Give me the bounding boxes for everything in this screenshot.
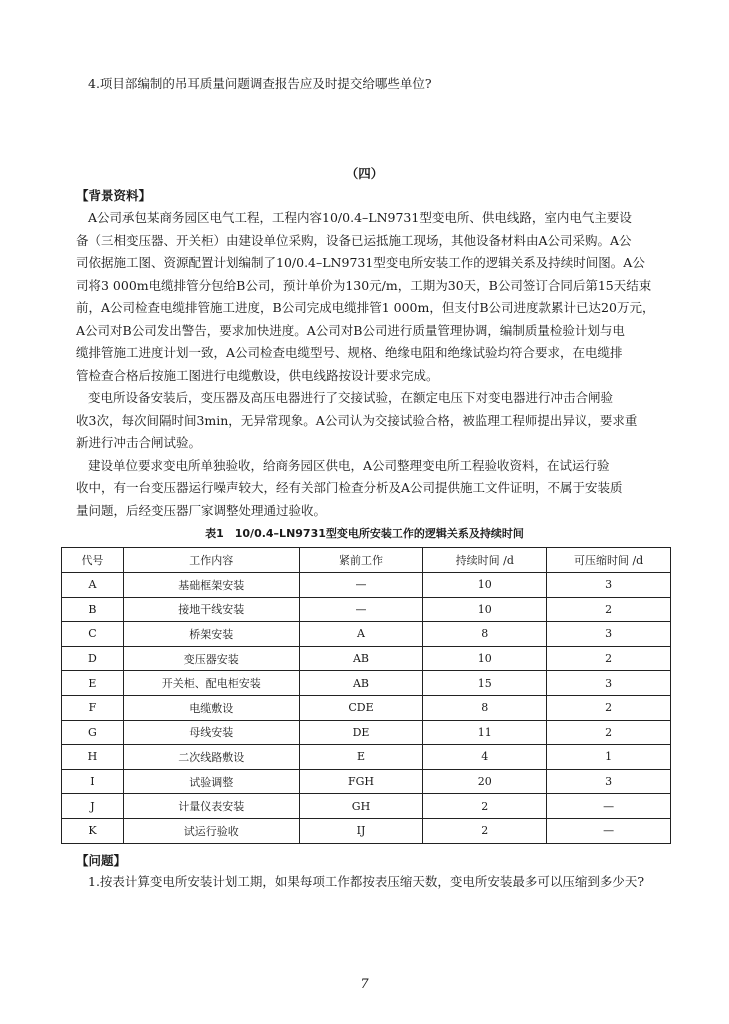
table-row [62, 671, 671, 696]
cell-compressible: 2 [547, 720, 671, 745]
text-line: 收中，有一台变压器运行噪声较大，经有关部门检查分析及A公司提供施工文件证明，不属于安装质 [76, 480, 623, 495]
table-row [62, 646, 671, 671]
cell-predecessor: A [299, 622, 423, 647]
cell-code: I [62, 769, 124, 794]
text-line: 司将3 000m电缆排管分包给B公司，预计单价为130元/m，工期为30天，B公司签订合同后第15天结束 [76, 277, 652, 293]
cell-duration: 11 [423, 720, 547, 745]
cell-work: 试验调整 [123, 769, 299, 794]
cell-duration: 10 [423, 646, 547, 671]
cell-compressible: — [547, 818, 671, 843]
cell-duration: 8 [423, 695, 547, 720]
cell-duration: 2 [423, 818, 547, 843]
header-predecessor: 紧前工作 [299, 548, 423, 573]
table-row [62, 818, 671, 843]
table-row [62, 745, 671, 770]
questions-heading: 【问题】 [76, 853, 127, 868]
table-row [62, 720, 671, 745]
background-heading: 【背景资料】 [76, 188, 152, 203]
table-row [62, 695, 671, 720]
cell-compressible: 3 [547, 622, 671, 647]
cell-code: B [62, 597, 124, 622]
cell-compressible: 1 [547, 745, 671, 770]
cell-compressible: 2 [547, 695, 671, 720]
table-row [62, 573, 671, 598]
cell-code: G [62, 720, 124, 745]
cell-duration: 4 [423, 745, 547, 770]
cell-duration: 8 [423, 622, 547, 647]
cell-predecessor: IJ [299, 818, 423, 843]
text-line: 量问题，后经变压器厂家调整处理通过验收。 [76, 502, 327, 518]
cell-work: 计量仪表安装 [123, 794, 299, 819]
header-work-content: 工作内容 [123, 548, 299, 573]
cell-compressible: 3 [547, 573, 671, 598]
cell-duration: 15 [423, 671, 547, 696]
cell-work: 桥架安装 [123, 622, 299, 647]
cell-predecessor: E [299, 745, 423, 770]
cell-code: C [62, 622, 124, 647]
previous-question: 4.项目部编制的吊耳质量问题调查报告应及时提交给哪些单位? [88, 76, 432, 91]
cell-predecessor: FGH [299, 769, 423, 794]
cell-code: F [62, 695, 124, 720]
cell-compressible: — [547, 794, 671, 819]
text-line: 变电所设备安装后，变压器及高压电器进行了交接试验，在额定电压下对变电器进行冲击合闸验 [88, 390, 614, 405]
text-line: 建设单位要求变电所单独验收，给商务园区供电，A公司整理变电所工程验收资料，在试运行验 [88, 457, 610, 473]
cell-predecessor: AB [299, 671, 423, 696]
paragraph-2 [76, 387, 664, 455]
cell-predecessor: GH [299, 794, 423, 819]
cell-duration: 20 [423, 769, 547, 794]
text-line: A公司对B公司发出警告，要求加快进度。A公司对B公司进行质量管理协调，编制质量检验计划与电 [76, 322, 625, 338]
header-compressible: 可压缩时间 /d [547, 548, 671, 573]
cell-compressible: 3 [547, 671, 671, 696]
cell-code: A [62, 573, 124, 598]
cell-code: E [62, 671, 124, 696]
cell-work: 电缆敷设 [123, 695, 299, 720]
work-logic-table [61, 547, 671, 844]
table-row [62, 769, 671, 794]
cell-code: D [62, 646, 124, 671]
cell-predecessor: AB [299, 646, 423, 671]
table-row [62, 794, 671, 819]
cell-code: H [62, 745, 124, 770]
text-line: 司依据施工图、资源配置计划编制了10/0.4–LN9731型变电所安装工作的逻辑关系及持续时间图。A公 [76, 255, 645, 270]
cell-compressible: 2 [547, 597, 671, 622]
background-body [76, 207, 664, 522]
table-row [62, 597, 671, 622]
cell-predecessor: — [299, 597, 423, 622]
paragraph-1 [76, 207, 664, 387]
text-line: 新进行冲击合闸试验。 [76, 435, 202, 450]
cell-work: 基础框架安装 [123, 573, 299, 598]
table-header-row [62, 548, 671, 573]
cell-duration: 2 [423, 794, 547, 819]
text-line: 缆排管施工进度计划一致，A公司检查电缆型号、规格、绝缘电阻和绝缘试验均符合要求，在电缆排 [76, 345, 623, 360]
header-code: 代号 [62, 548, 124, 573]
table-caption: 表1 10/0.4–LN9731型变电所安装工作的逻辑关系及持续时间 [205, 527, 524, 540]
cell-predecessor: — [299, 573, 423, 598]
header-duration: 持续时间 /d [423, 548, 547, 573]
cell-compressible: 3 [547, 769, 671, 794]
cell-predecessor: DE [299, 720, 423, 745]
text-line: 备（三相变压器、开关柜）由建设单位采购，设备已运抵施工现场，其他设备材料由A公司采购。A公 [76, 232, 632, 248]
text-line: A公司承包某商务园区电气工程，工程内容10/0.4–LN9731型变电所、供电线路，室内电气主要设 [88, 210, 632, 225]
cell-work: 开关柜、配电柜安装 [123, 671, 299, 696]
cell-duration: 10 [423, 573, 547, 598]
cell-work: 接地干线安装 [123, 597, 299, 622]
cell-work: 变压器安装 [123, 646, 299, 671]
text-line: 收3次，每次间隔时间3min，无异常现象。A公司认为交接试验合格，被监理工程师提出异议，要求重 [76, 412, 638, 428]
cell-predecessor: CDE [299, 695, 423, 720]
cell-work: 母线安装 [123, 720, 299, 745]
cell-compressible: 2 [547, 646, 671, 671]
section-number: （四） [345, 166, 384, 181]
paragraph-3 [76, 455, 664, 523]
question-1: 1.按表计算变电所安装计划工期，如果每项工作都按表压缩天数，变电所安装最多可以压缩到多少天? [88, 874, 645, 889]
text-line: 前，A公司检查电缆排管施工进度，B公司完成电缆排管1 000m，但支付B公司进度款累计已达20万元， [76, 300, 655, 315]
cell-code: K [62, 818, 124, 843]
cell-code: J [62, 794, 124, 819]
cell-work: 试运行验收 [123, 818, 299, 843]
page-number: 7 [360, 977, 369, 992]
text-line: 管检查合格后按施工图进行电缆敷设，供电线路按设计要求完成。 [76, 367, 439, 383]
cell-work: 二次线路敷设 [123, 745, 299, 770]
cell-duration: 10 [423, 597, 547, 622]
table-row [62, 622, 671, 647]
